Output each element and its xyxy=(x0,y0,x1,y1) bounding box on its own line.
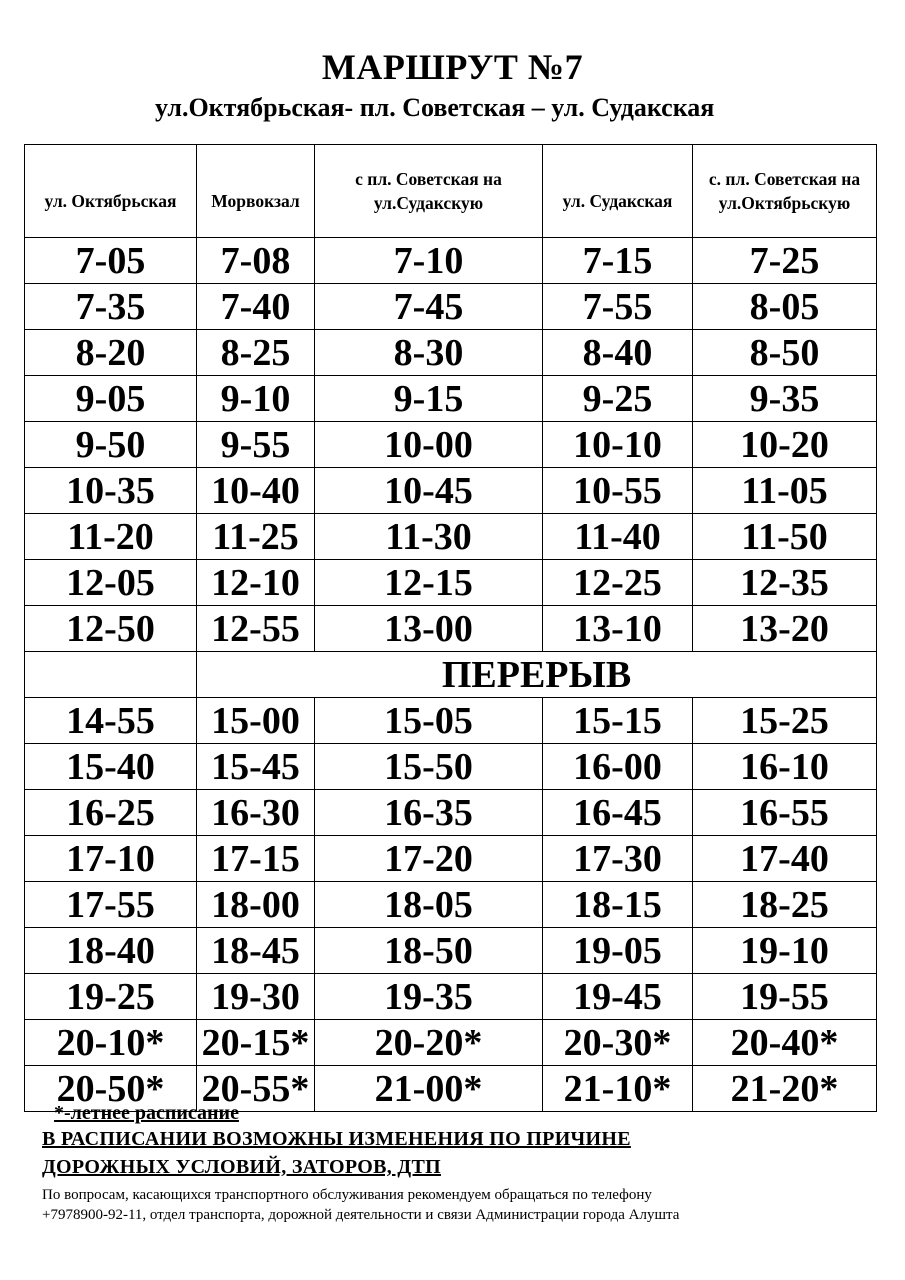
schedule-row xyxy=(25,606,877,652)
departure-time-cell: 15-00 xyxy=(197,698,315,744)
departure-time-cell: 18-45 xyxy=(197,928,315,974)
schedule-row xyxy=(25,330,877,376)
departure-time-cell: 20-40* xyxy=(693,1020,877,1066)
header-row xyxy=(25,145,877,238)
departure-time-cell: 9-25 xyxy=(543,376,693,422)
departure-time-cell: 18-05 xyxy=(315,882,543,928)
schedule-row xyxy=(25,790,877,836)
page-title: МАРШРУТ №7 xyxy=(321,47,584,87)
departure-time-cell: 10-55 xyxy=(543,468,693,514)
departure-time-cell: 12-35 xyxy=(693,560,877,606)
departure-time-cell: 9-10 xyxy=(197,376,315,422)
departure-time-cell: 10-45 xyxy=(315,468,543,514)
departure-time-cell: 20-20* xyxy=(315,1020,543,1066)
departure-time-cell: 8-20 xyxy=(25,330,197,376)
departure-time-cell: 10-20 xyxy=(693,422,877,468)
departure-time-cell: 13-10 xyxy=(543,606,693,652)
warning-line: В РАСПИСАНИИ ВОЗМОЖНЫ ИЗМЕНЕНИЯ ПО ПРИЧИНЕ xyxy=(42,1128,631,1150)
schedule-row xyxy=(25,882,877,928)
departure-time-cell: 17-15 xyxy=(197,836,315,882)
departure-time-cell: 15-45 xyxy=(197,744,315,790)
departure-time-cell: 8-40 xyxy=(543,330,693,376)
departure-time-cell: 17-55 xyxy=(25,882,197,928)
departure-time-cell: 12-05 xyxy=(25,560,197,606)
schedule-header xyxy=(25,145,877,238)
departure-time-cell: 19-25 xyxy=(25,974,197,1020)
schedule-row xyxy=(25,928,877,974)
departure-time-cell: 19-30 xyxy=(197,974,315,1020)
departure-time-cell: 15-15 xyxy=(543,698,693,744)
departure-time-cell: 10-35 xyxy=(25,468,197,514)
departure-time-cell: 17-20 xyxy=(315,836,543,882)
departure-time-cell: 18-25 xyxy=(693,882,877,928)
departure-time-cell: 10-00 xyxy=(315,422,543,468)
schedule-row xyxy=(25,836,877,882)
schedule-row xyxy=(25,1020,877,1066)
notes-section xyxy=(42,1101,882,1225)
departure-time-cell: 15-50 xyxy=(315,744,543,790)
departure-time-cell: 11-05 xyxy=(693,468,877,514)
departure-time-cell: 15-25 xyxy=(693,698,877,744)
departure-time-cell: 12-25 xyxy=(543,560,693,606)
column-header: с пл. Советская на ул.Судакскую xyxy=(315,145,543,238)
departure-time-cell: 7-40 xyxy=(197,284,315,330)
departure-time-cell: 20-10* xyxy=(25,1020,197,1066)
departure-time-cell: 8-25 xyxy=(197,330,315,376)
column-header: ул. Судакская xyxy=(543,145,693,238)
departure-time-cell: 9-15 xyxy=(315,376,543,422)
schedule-row xyxy=(25,468,877,514)
departure-time-cell: 12-10 xyxy=(197,560,315,606)
departure-time-cell: 17-40 xyxy=(693,836,877,882)
departure-time-cell: 16-30 xyxy=(197,790,315,836)
break-empty-cell xyxy=(25,652,197,698)
departure-time-cell: 8-50 xyxy=(693,330,877,376)
departure-time-cell: 9-35 xyxy=(693,376,877,422)
departure-time-cell: 8-30 xyxy=(315,330,543,376)
departure-time-cell: 16-00 xyxy=(543,744,693,790)
departure-time-cell: 18-15 xyxy=(543,882,693,928)
schedule-row xyxy=(25,514,877,560)
departure-time-cell: 12-15 xyxy=(315,560,543,606)
departure-time-cell: 16-55 xyxy=(693,790,877,836)
departure-time-cell: 20-15* xyxy=(197,1020,315,1066)
departure-time-cell: 21-00* xyxy=(315,1066,543,1112)
schedule-row xyxy=(25,422,877,468)
departure-time-cell: 11-40 xyxy=(543,514,693,560)
departure-time-cell: 12-55 xyxy=(197,606,315,652)
departure-time-cell: 7-15 xyxy=(543,238,693,284)
departure-time-cell: 9-50 xyxy=(25,422,197,468)
departure-time-cell: 21-10* xyxy=(543,1066,693,1112)
schedule-body xyxy=(25,238,877,1112)
departure-time-cell: 11-20 xyxy=(25,514,197,560)
departure-time-cell: 10-10 xyxy=(543,422,693,468)
summer-schedule-note: *-летнее расписание xyxy=(54,1102,239,1124)
departure-time-cell: 7-08 xyxy=(197,238,315,284)
schedule-row xyxy=(25,974,877,1020)
departure-time-cell: 19-45 xyxy=(543,974,693,1020)
schedule-row xyxy=(25,744,877,790)
departure-time-cell: 13-20 xyxy=(693,606,877,652)
departure-time-cell: 18-40 xyxy=(25,928,197,974)
departure-time-cell: 19-10 xyxy=(693,928,877,974)
break-row xyxy=(25,652,877,698)
departure-time-cell: 8-05 xyxy=(693,284,877,330)
departure-time-cell: 17-10 xyxy=(25,836,197,882)
column-header: ул. Октябрьская xyxy=(25,145,197,238)
departure-time-cell: 12-50 xyxy=(25,606,197,652)
schedule-row xyxy=(25,698,877,744)
route-subtitle: ул.Октябрьская- пл. Советская – ул. Судакская xyxy=(155,93,715,122)
schedule-row xyxy=(25,238,877,284)
departure-time-cell: 7-25 xyxy=(693,238,877,284)
departure-time-cell: 20-55* xyxy=(197,1066,315,1112)
departure-time-cell: 15-40 xyxy=(25,744,197,790)
departure-time-cell: 11-25 xyxy=(197,514,315,560)
departure-time-cell: 13-00 xyxy=(315,606,543,652)
contact-info xyxy=(42,1185,882,1225)
departure-time-cell: 16-35 xyxy=(315,790,543,836)
warning-line: ДОРОЖНЫХ УСЛОВИЙ, ЗАТОРОВ, ДТП xyxy=(42,1156,441,1178)
departure-time-cell: 19-55 xyxy=(693,974,877,1020)
departure-time-cell: 11-50 xyxy=(693,514,877,560)
departure-time-cell: 15-05 xyxy=(315,698,543,744)
departure-time-cell: 20-50* xyxy=(25,1066,197,1112)
departure-time-cell: 21-20* xyxy=(693,1066,877,1112)
departure-time-cell: 20-30* xyxy=(543,1020,693,1066)
departure-time-cell: 18-00 xyxy=(197,882,315,928)
departure-time-cell: 7-55 xyxy=(543,284,693,330)
departure-time-cell: 16-45 xyxy=(543,790,693,836)
departure-time-cell: 9-05 xyxy=(25,376,197,422)
break-label: ПЕРЕРЫВ xyxy=(197,652,877,698)
departure-time-cell: 11-30 xyxy=(315,514,543,560)
departure-time-cell: 10-40 xyxy=(197,468,315,514)
column-header: Морвокзал xyxy=(197,145,315,238)
departure-time-cell: 9-55 xyxy=(197,422,315,468)
departure-time-cell: 18-50 xyxy=(315,928,543,974)
departure-time-cell: 17-30 xyxy=(543,836,693,882)
departure-time-cell: 19-05 xyxy=(543,928,693,974)
schedule-table xyxy=(24,144,877,1112)
schedule-row xyxy=(25,284,877,330)
departure-time-cell: 16-10 xyxy=(693,744,877,790)
departure-time-cell: 7-10 xyxy=(315,238,543,284)
schedule-row xyxy=(25,560,877,606)
schedule-row xyxy=(25,376,877,422)
departure-time-cell: 14-55 xyxy=(25,698,197,744)
departure-time-cell: 7-35 xyxy=(25,284,197,330)
departure-time-cell: 7-05 xyxy=(25,238,197,284)
departure-time-cell: 7-45 xyxy=(315,284,543,330)
departure-time-cell: 19-35 xyxy=(315,974,543,1020)
column-header: с. пл. Советская на ул.Октябрьскую xyxy=(693,145,877,238)
contact-line: По вопросам, касающихся транспортного обслуживания рекомендуем обращаться по телефону xyxy=(42,1187,652,1203)
contact-line: +7978900-92-11, отдел транспорта, дорожной деятельности и связи Администрации города Алушта xyxy=(42,1207,680,1223)
departure-time-cell: 16-25 xyxy=(25,790,197,836)
